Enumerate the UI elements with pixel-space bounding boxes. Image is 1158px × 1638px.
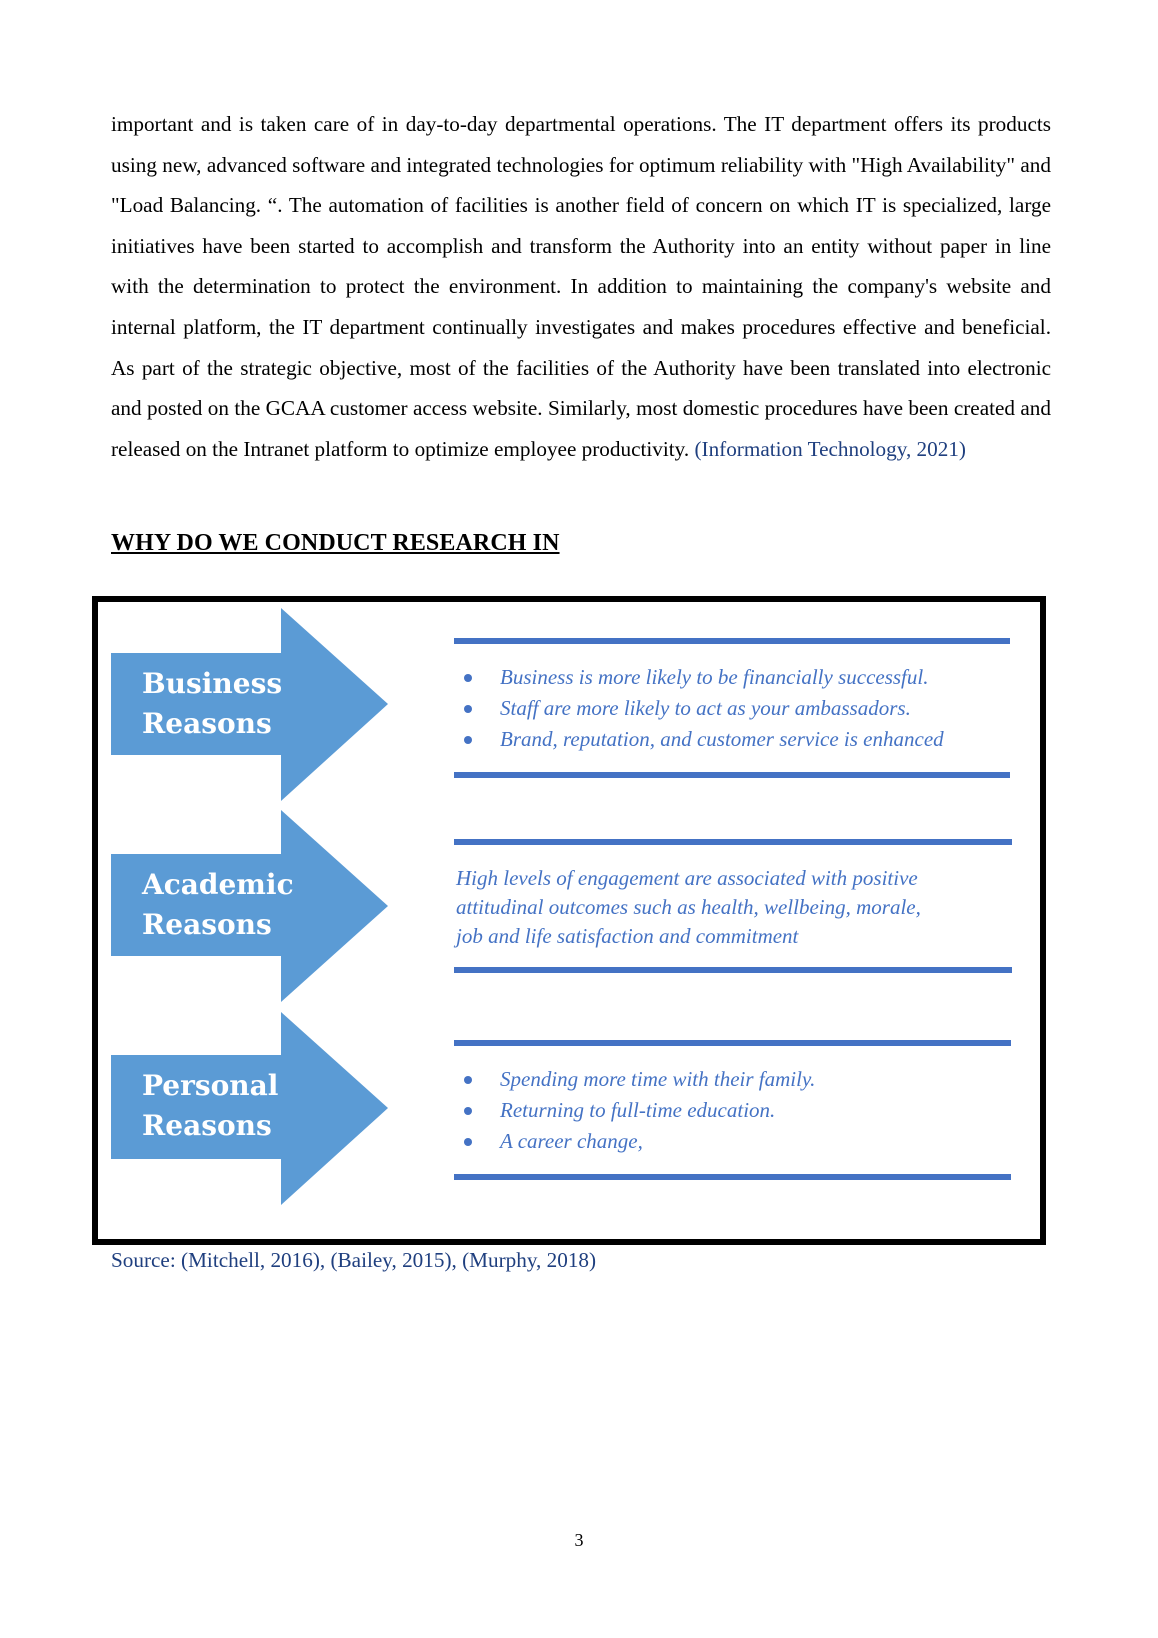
academic-text-line3: job and life satisfaction and commitment <box>456 924 799 948</box>
bullet-icon <box>464 1076 472 1084</box>
list-item <box>458 1126 1018 1157</box>
list-item <box>458 724 1018 755</box>
business-label-line1: Business <box>142 667 283 700</box>
business-label <box>142 664 342 744</box>
list-item-text: Returning to full-time education. <box>500 1098 776 1122</box>
paragraph-citation: (Information Technology, 2021) <box>694 436 966 461</box>
academic-text-line2: attitudinal outcomes such as health, wellbeing, morale, <box>456 895 921 919</box>
list-item-text: A career change, <box>500 1129 643 1153</box>
business-reasons-list <box>458 662 1018 755</box>
academic-label <box>142 865 342 945</box>
personal-label <box>142 1066 342 1146</box>
personal-label-line1: Personal <box>142 1069 279 1102</box>
list-item <box>458 693 1018 724</box>
list-item-text: Staff are more likely to act as your ambassadors. <box>500 696 911 720</box>
academic-text-line1: High levels of engagement are associated with positive <box>456 866 918 890</box>
personal-label-line2: Reasons <box>142 1109 272 1142</box>
list-item <box>458 1095 1018 1126</box>
bullet-icon <box>464 1107 472 1115</box>
business-rule-bottom <box>454 772 1010 778</box>
bullet-icon <box>464 705 472 713</box>
personal-reasons-list <box>458 1064 1018 1157</box>
source-prefix: Source: <box>111 1248 182 1272</box>
business-label-line2: Reasons <box>142 707 272 740</box>
source-references: (Mitchell, 2016), (Bailey, 2015), (Murphy, 2018) <box>181 1248 597 1272</box>
list-item <box>458 662 1018 693</box>
academic-label-line2: Reasons <box>142 908 272 941</box>
list-item-text: Business is more likely to be financially successful. <box>500 665 929 689</box>
academic-rule-bottom <box>454 967 1012 973</box>
body-paragraph <box>111 104 1051 469</box>
section-heading: WHY DO WE CONDUCT RESEARCH IN <box>111 530 560 556</box>
academic-label-line1: Academic <box>142 868 294 901</box>
academic-rule-top <box>454 839 1012 845</box>
personal-rule-top <box>454 1040 1011 1046</box>
reasons-figure <box>92 596 1046 1245</box>
business-rule-top <box>454 638 1010 644</box>
academic-description <box>456 864 1016 951</box>
page-number: 3 <box>574 1530 584 1550</box>
personal-rule-bottom <box>454 1174 1011 1180</box>
list-item-text: Spending more time with their family. <box>500 1067 816 1091</box>
paragraph-text: important and is taken care of in day-to-day departmental operations. The IT department offers its products using new, advanced software and integrated technologies for optimum reliability with "High Availability" and "Load Balancing. “. The automation of facilities is another field of concern on which IT is specialized, large initiatives have been started to accomplish and transform the Authority into an entity without paper in line with the determination to protect the environment. In addition to maintaining the company's website and internal platform, the IT department continually investigates and makes procedures effective and beneficial. As part of the strategic objective, most of the facilities of the Authority have been translated into electronic and posted on the GCAA customer access website. Similarly, most domestic procedures have been created and released on the Intranet platform to optimize employee productivity. <box>111 112 1051 461</box>
list-item-text: Brand, reputation, and customer service is enhanced <box>500 727 944 751</box>
bullet-icon <box>464 674 472 682</box>
bullet-icon <box>464 1138 472 1146</box>
bullet-icon <box>464 736 472 744</box>
list-item <box>458 1064 1018 1095</box>
figure-source <box>111 1248 596 1273</box>
